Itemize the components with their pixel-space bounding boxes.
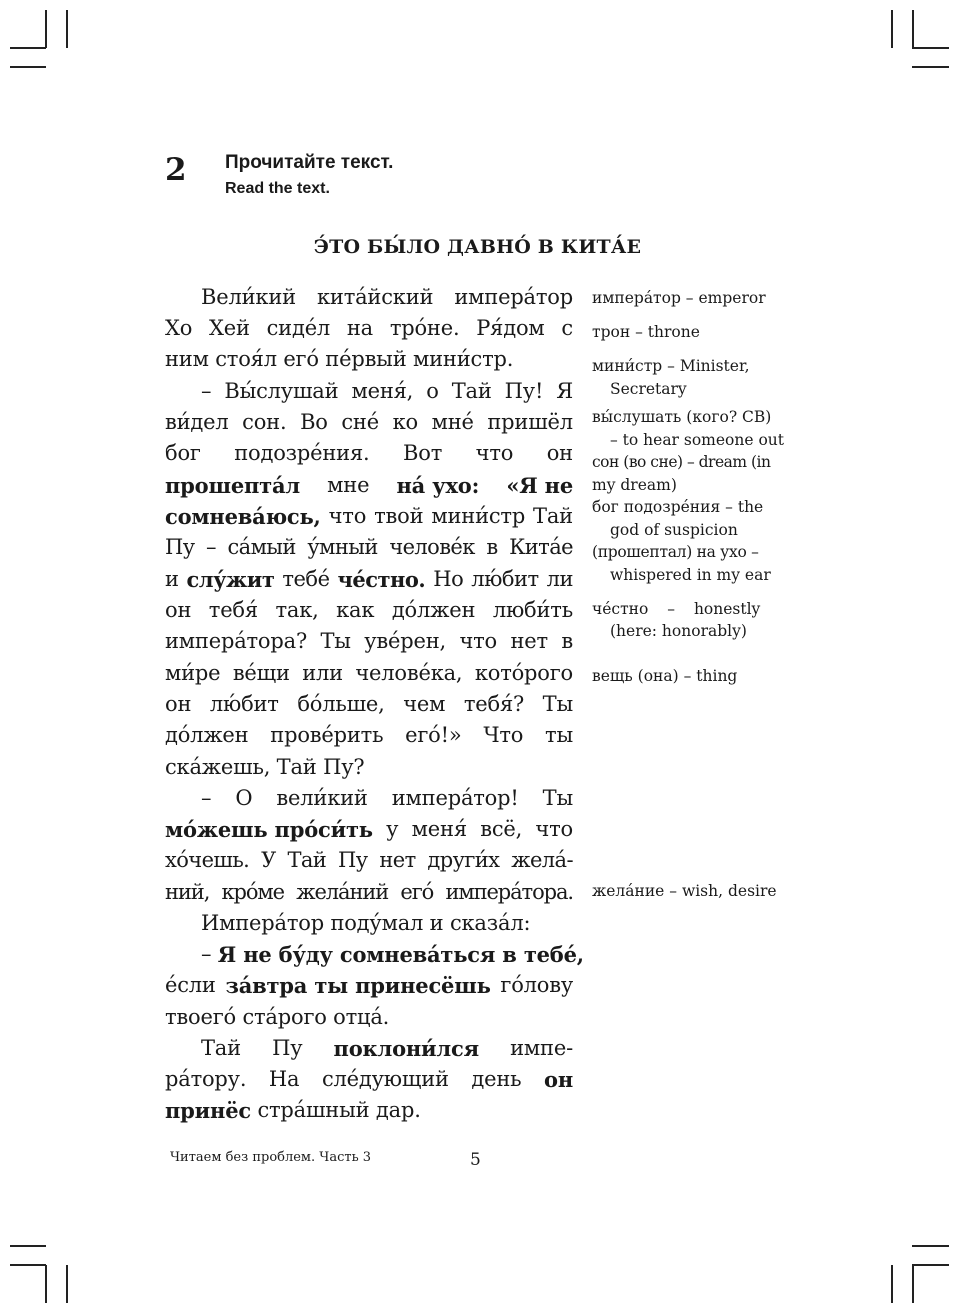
glossary-entry: мини́стр – Minister, — [592, 357, 750, 375]
crop-mark — [45, 1265, 47, 1303]
text-line: Импера́тор поду́мал и сказа́л: — [201, 911, 531, 935]
glossary-entry: (here: honorably) — [610, 622, 747, 640]
instruction-english: Read the text. — [225, 180, 330, 197]
crop-mark — [912, 1265, 914, 1303]
text-line: Тай Пу поклони́лся импе- — [201, 1036, 573, 1061]
crop-mark — [912, 1264, 949, 1266]
crop-mark — [66, 1265, 68, 1303]
glossary-entry: бог подозре́ния – the — [592, 498, 764, 516]
text-line: ний, кро́ме жела́ний его́ импера́тора. — [165, 880, 573, 904]
glossary-entry: жела́ние – wish, desire — [592, 882, 777, 900]
text-line: он тебя́ так, как до́лжен люби́ть — [165, 598, 573, 622]
glossary-entry: че́стно – honestly — [592, 600, 761, 618]
task-number: 2 — [165, 152, 187, 188]
glossary-entry: сон (во сне) – dream (in — [592, 453, 771, 471]
text-line: ска́жешь, Тай Пу? — [165, 755, 365, 779]
text-line: до́лжен прове́рить его́!» Что ты — [165, 723, 573, 747]
crop-mark — [10, 1264, 46, 1266]
instruction-russian: Прочитайте текст. — [225, 152, 394, 173]
text-line: Вели́кий кита́йский импера́тор — [201, 285, 573, 309]
text-line: хо́чешь. У Тай Пу нет други́х жела́- — [165, 848, 573, 872]
text-line: он лю́бит бо́льше, чем тебя́? Ты — [165, 692, 573, 716]
text-line: бог подозре́ния. Вот что он — [165, 441, 573, 465]
glossary-entry: god of suspicion — [610, 521, 738, 539]
text-line: ним стоя́л его́ пе́рвый мини́стр. — [165, 347, 514, 371]
text-line: сомнева́юсь, что твой мини́стр Тай — [165, 504, 573, 529]
text-line: твоего́ ста́рого отца́. — [165, 1005, 390, 1029]
text-line: и слу́жит тебе́ че́стно. Но лю́бит ли — [165, 567, 573, 592]
crop-mark — [45, 10, 47, 48]
crop-mark — [891, 1265, 893, 1303]
text-line: ви́дел сон. Во сне́ ко мне́ пришёл — [165, 410, 573, 434]
crop-mark — [66, 10, 68, 48]
glossary-entry: трон – throne — [592, 323, 700, 341]
story-title: Э́ТО БЫ́ЛО ДАВНО́ В КИТА́Е — [313, 236, 642, 258]
crop-mark — [912, 47, 949, 49]
glossary-entry: whispered in my ear — [610, 566, 771, 584]
glossary-entry: вы́слушать (кого? СВ) — [592, 408, 772, 426]
glossary-entry: my dream) — [592, 476, 677, 494]
crop-mark — [912, 66, 949, 68]
text-line: ра́тору. На сле́дующий день он — [165, 1067, 573, 1092]
text-line: е́сли за́втра ты принесёшь го́лову — [165, 973, 573, 998]
text-line: – О вели́кий импера́тор! Ты — [201, 786, 573, 810]
crop-mark — [912, 10, 914, 48]
crop-mark — [10, 1245, 46, 1247]
crop-mark — [10, 47, 46, 49]
crop-mark — [891, 10, 893, 48]
text-line: импера́тора? Ты уве́рен, что нет в — [165, 629, 573, 653]
text-line: Пу – са́мый у́мный челове́к в Кита́е — [165, 535, 573, 559]
text-line: – Я не бу́ду сомнева́ться в тебе́, — [201, 942, 584, 967]
glossary-entry: вещь (она) – thing — [592, 667, 738, 685]
crop-mark — [10, 66, 46, 68]
glossary-entry: Secretary — [610, 380, 687, 398]
glossary-entry: (прошептал) на ухо – — [592, 543, 759, 561]
crop-mark — [912, 1245, 949, 1247]
page-number: 5 — [470, 1150, 481, 1170]
text-line: прошепта́л мне на́ ухо: «Я не — [165, 473, 573, 498]
text-line: – Вы́слушай меня́, о Тай Пу! Я — [201, 379, 573, 403]
text-line: ми́ре ве́щи или челове́ка, кото́рого — [165, 661, 573, 685]
text-line: Хо Хей сиде́л на тро́не. Ря́дом с — [165, 316, 573, 340]
text-line: принёс стра́шный дар. — [165, 1098, 421, 1123]
glossary-entry: импера́тор – emperor — [592, 289, 766, 307]
text-line: мо́жешь про́си́ть у меня́ всё, что — [165, 817, 573, 842]
book-title-footer: Читаем без проблем. Часть 3 — [170, 1150, 372, 1165]
glossary-entry: – to hear someone out — [610, 431, 785, 449]
